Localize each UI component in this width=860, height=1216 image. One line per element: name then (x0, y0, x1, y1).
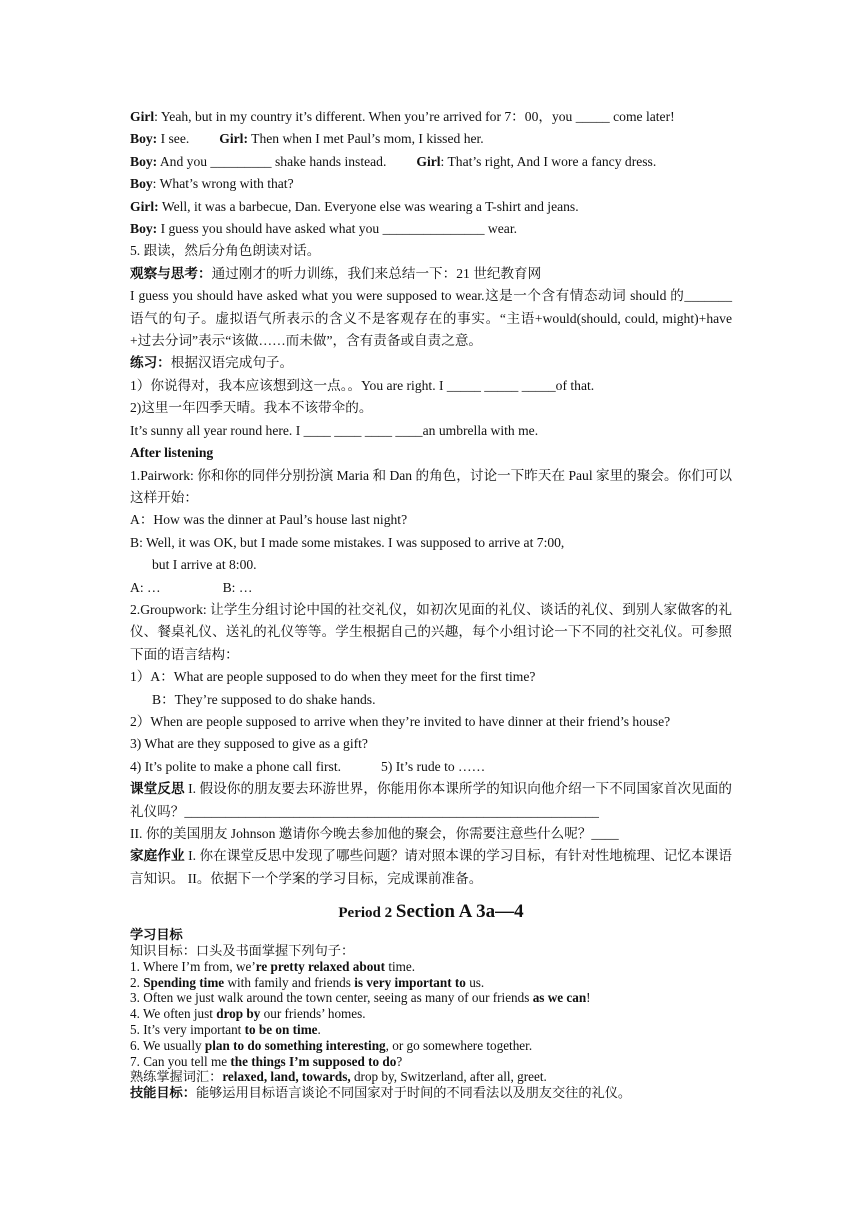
goal-sentence-1: 1. Where I’m from, we’re pretty relaxed about time. (130, 958, 416, 974)
groupwork-q1b: B：They’re supposed to do shake hands. (152, 691, 376, 707)
goal-sentence-3: 3. Often we just walk around the town center, seeing as many of our friends as we can! (130, 990, 591, 1006)
goal-sentence-7: 7. Can you tell me the things I’m supposed to do? (130, 1053, 403, 1069)
groupwork-paragraph: 2.Groupwork: 让学生分组讨论中国的社交礼仪，如初次见面的礼仪、谈话的礼仪、到别人家做客的礼仪、餐桌礼仪、送礼的礼仪等等。学生根据自己的兴趣，每个小组讨论一下不同的社交礼仪。可参照下面的语言结构： (130, 601, 732, 662)
observe-label: 观察与思考： (130, 265, 212, 281)
dialogue-line-4 (130, 173, 732, 195)
goal-sentence-5: 5. It’s very important to be on time. (130, 1022, 321, 1037)
dialogue-line-6 (130, 218, 732, 240)
section-label: Section A 3a—4 (395, 901, 524, 923)
groupwork-q3: 3) What are they supposed to give as a gift? (130, 736, 368, 752)
dialogue-text: : What’s wrong with that? (152, 176, 294, 192)
document-page (130, 106, 732, 1101)
speaker-girl: Girl (130, 109, 155, 124)
dialogue-line-3 (130, 151, 732, 173)
goal-sentence-6: 6. We usually plan to do something interesting, or go somewhere together. (130, 1037, 533, 1053)
dialogue-text: I see. (157, 131, 190, 147)
period-label: Period 2 (338, 905, 396, 922)
period-title (130, 898, 732, 927)
practice-label: 练习： (130, 355, 171, 371)
reflect-label: 课堂反思 (130, 781, 185, 797)
homework-label: 家庭作业 (130, 848, 185, 864)
observe-heading (130, 263, 732, 285)
groupwork-q4: 4) It’s polite to make a phone call first. (130, 758, 342, 774)
pairwork-a2-b2 (130, 577, 732, 599)
speaker-girl: Girl: (219, 131, 248, 147)
dialogue-text: Well, it was a barbecue, Dan. Everyone else was wearing a T-shirt and jeans. (158, 198, 579, 214)
goal-sentence-4: 4. We often just drop by our friends’ homes. (130, 1006, 366, 1022)
groupwork-q5: 5) It’s rude to …… (381, 758, 486, 774)
practice-item-3: It’s sunny all year round here. I ____ ____ ____ ____an umbrella with me. (130, 422, 539, 438)
pairwork-paragraph: 1.Pairwork: 你和你的同伴分别扮演 Maria 和 Dan 的角色，讨论一下昨天在 Paul 家里的聚会。你们可以这样开始： (130, 467, 732, 505)
pairwork-b1: B: Well, it was OK, but I made some mistakes. I was supposed to arrive at 7:00, (130, 534, 565, 550)
dialogue-line-5 (130, 196, 732, 218)
dialogue-text: Then when I met Paul’s mom, I kissed her. (247, 131, 484, 147)
groupwork-q1a: 1）A：What are people supposed to do when they meet for the first time? (130, 669, 536, 685)
speaker-boy: Boy: (130, 153, 158, 169)
homework-text: I. 你在课堂反思中发现了哪些问题？请对照本课的学习目标，有针对性地梳理、记忆本课语言知识。 II。依据下一个学案的学习目标，完成课前准备。 (130, 848, 732, 886)
pairwork-b1-cont: but I arrive at 8:00. (152, 557, 257, 573)
groupwork-q2: 2）When are people supposed to arrive when they’re invited to have dinner at their friend’s house? (130, 713, 671, 729)
speaker-girl: Girl: (130, 198, 159, 214)
goals-skill: 技能目标：能够运用目标语言谈论不同国家对于时间的不同看法以及朋友交往的礼仪。 (130, 1085, 632, 1101)
pairwork-a2: A: … (130, 579, 161, 595)
speaker-boy: Boy: (130, 131, 158, 147)
dialogue-line-2 (130, 128, 732, 150)
goal-sentence-2: 2. Spending time with family and friends is very important to us. (130, 974, 485, 990)
pairwork-a1: A：How was the dinner at Paul’s house last night? (130, 512, 408, 528)
practice-heading (130, 352, 732, 374)
step-5: 5. 跟读，然后分角色朗读对话。 (130, 243, 321, 259)
dialogue-text: And you _________ shake hands instead. (157, 153, 387, 169)
goals-vocabulary: 熟练掌握词汇：relaxed, land, towards, drop by, Switzerland, after all, greet. (130, 1069, 547, 1085)
reflect-item-2: II. 你的美国朋友 Johnson 邀请你今晚去参加他的聚会，你需要注意些什么呢？____ (130, 826, 619, 841)
observe-paragraph: I guess you should have asked what you were supposed to wear.这是一个含有情态动词 should 的_______ 语气的句子。虚拟语气所表示的含义不是客观存在的事实。“主语+would(should, could, might)+have +过去分词”表示“该做……而未做”，含有责备或自责之意。 (130, 288, 732, 349)
speaker-boy: Boy (130, 176, 153, 192)
reflect-paragraph (130, 778, 732, 823)
goals-intro: 知识目标：口头及书面掌握下列句子： (130, 943, 355, 959)
after-listening-heading: After listening (130, 445, 214, 461)
reflect-text: I. 假设你的朋友要去环游世界，你能用你本课所学的知识向他介绍一下不同国家首次见面的礼仪吗？_____________________________________________________________ (130, 781, 732, 819)
dialogue-line-1 (130, 106, 732, 128)
observe-text: 通过刚才的听力训练，我们来总结一下：21 世纪教育网 (211, 265, 542, 281)
pairwork-b2: B: … (222, 579, 253, 595)
homework-paragraph (130, 845, 732, 890)
dialogue-text: : Yeah, but in my country it’s different. When you’re arrived for 7：00，you _____ come later! (154, 109, 675, 124)
practice-item-2: 2)这里一年四季天晴。我本不该带伞的。 (130, 400, 373, 416)
goals-heading: 学习目标 (130, 927, 183, 943)
practice-text: 根据汉语完成句子。 (170, 355, 294, 371)
practice-item-1: 1）你说得对，我本应该想到这一点。。You are right. I _____ _____ _____of that. (130, 377, 595, 393)
speaker-girl: Girl (416, 153, 441, 169)
dialogue-text: : That’s right, And I wore a fancy dress. (440, 153, 657, 169)
dialogue-text: I guess you should have asked what you _______________ wear. (157, 221, 517, 237)
speaker-boy: Boy: (130, 221, 158, 237)
groupwork-q4-q5 (130, 756, 732, 778)
